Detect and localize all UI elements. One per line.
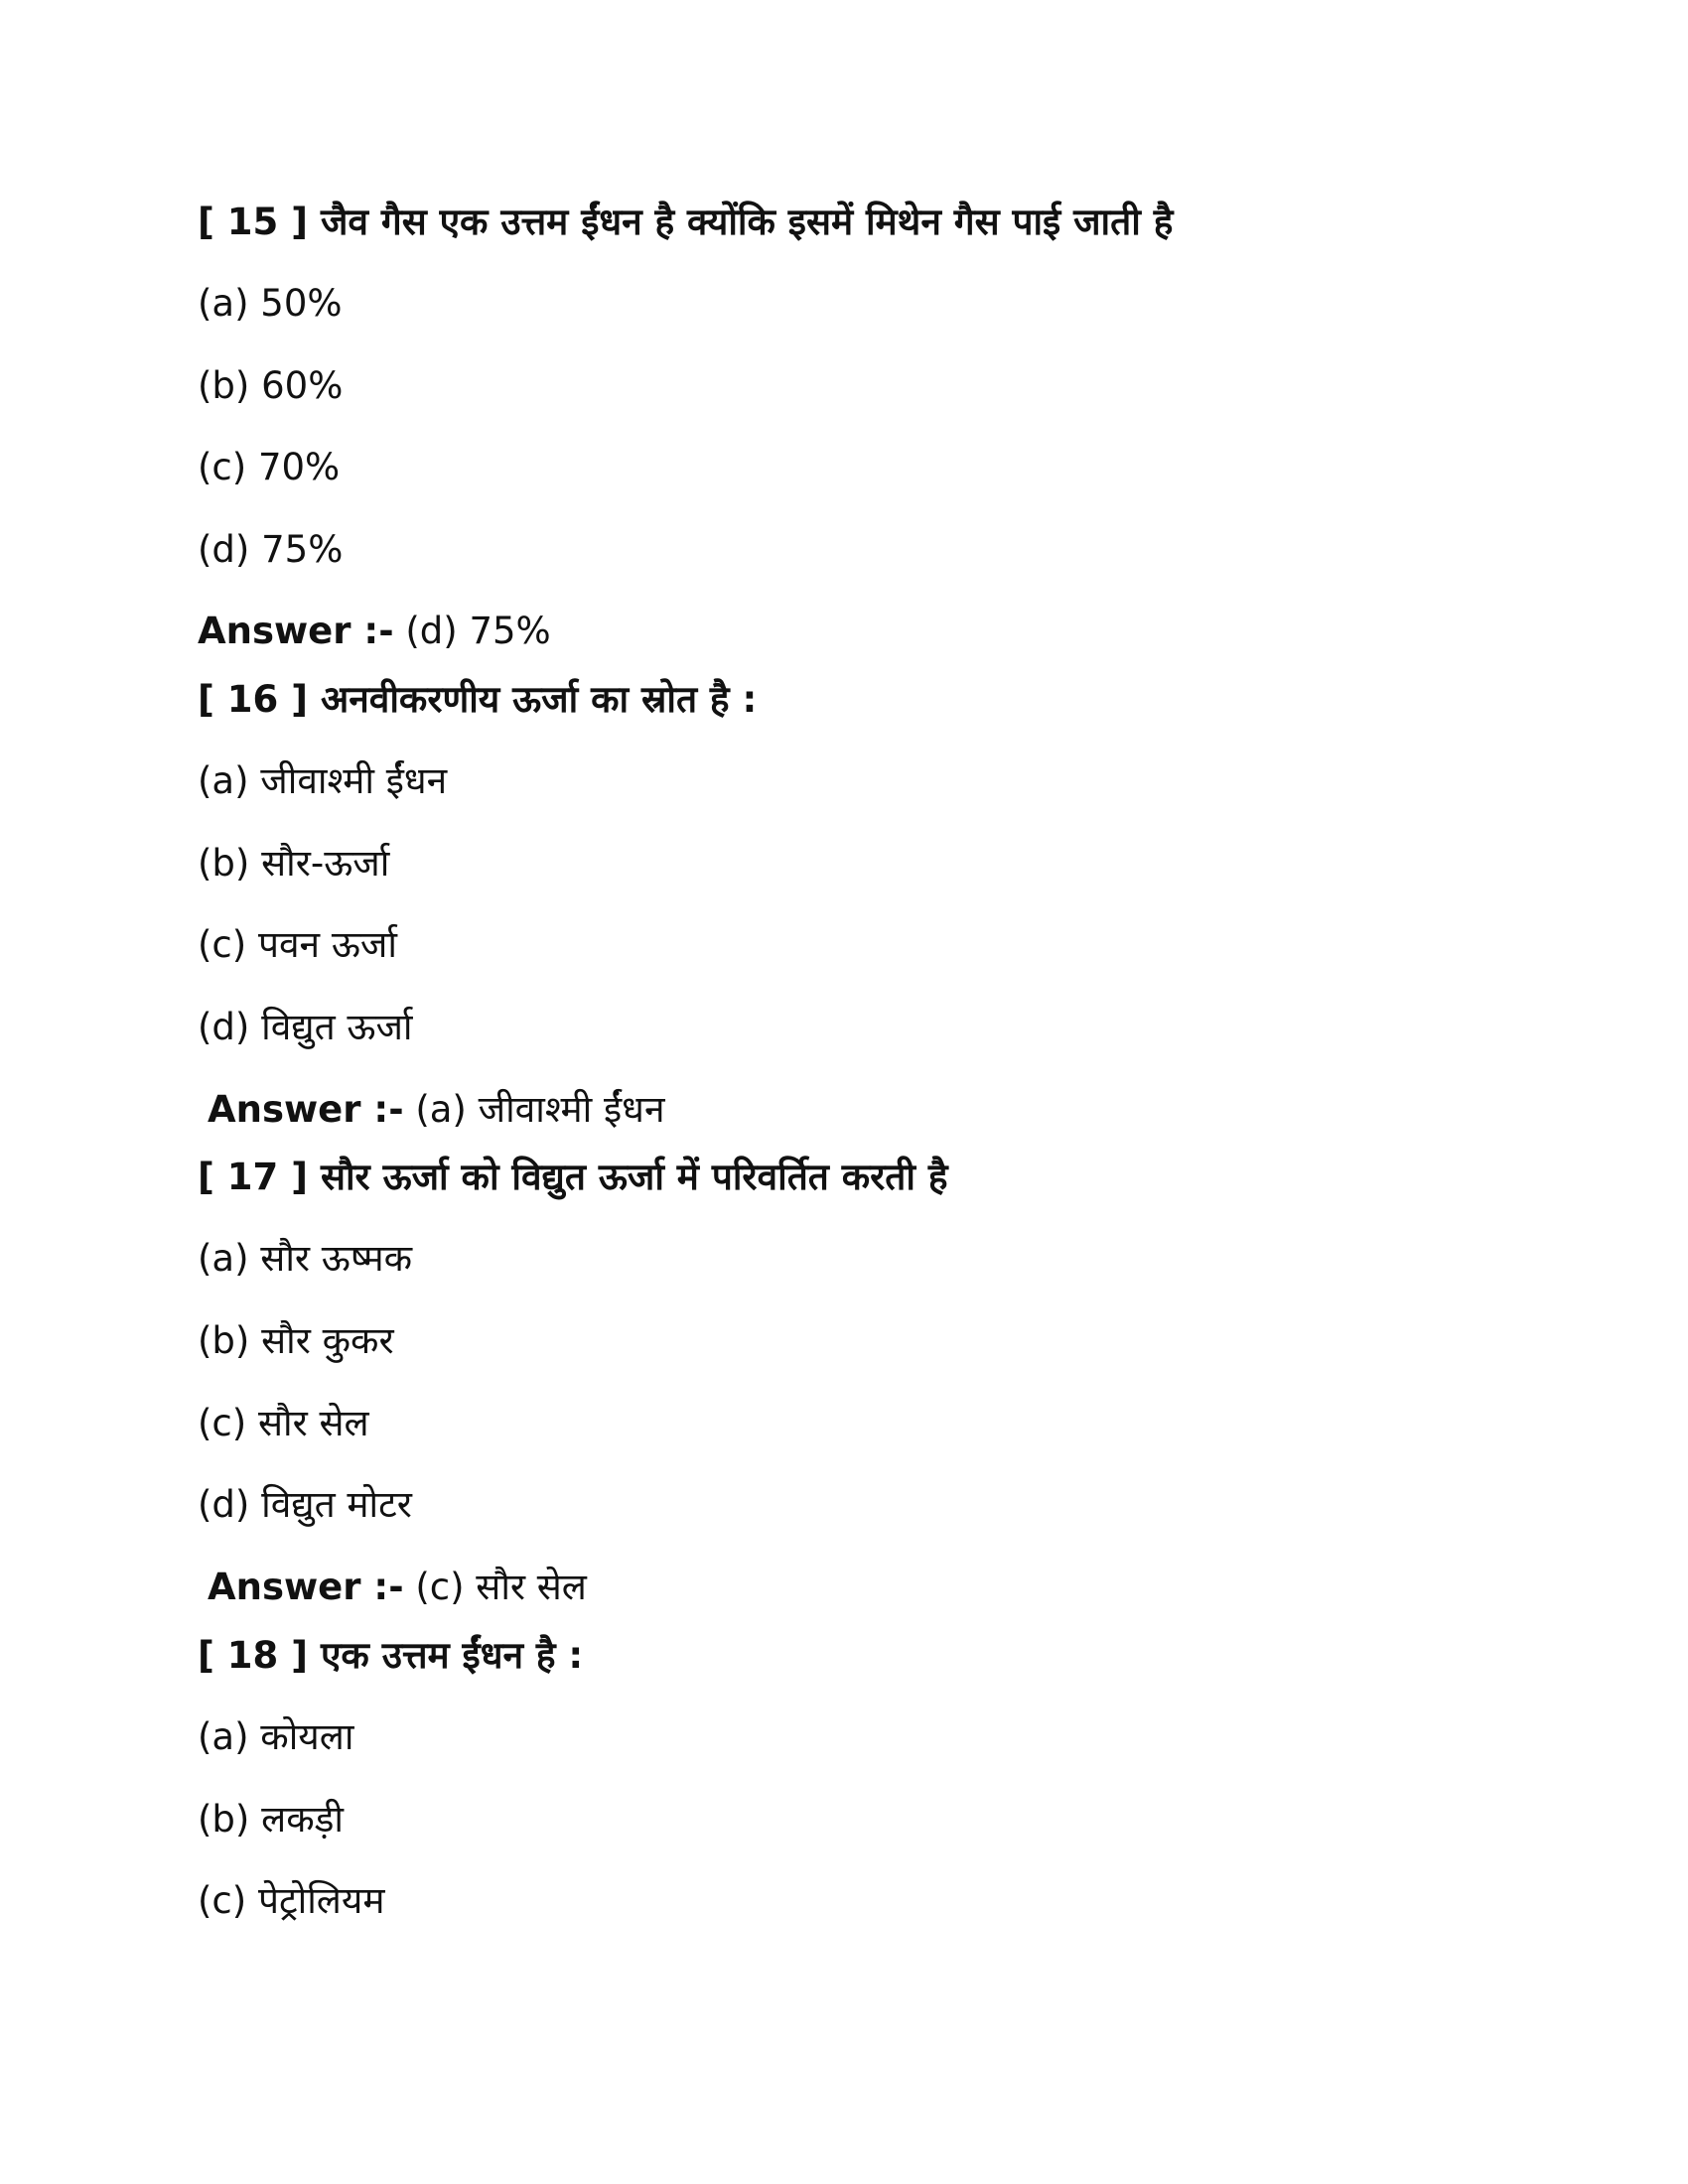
answer-label: Answer :- [198, 610, 394, 652]
question-15-option-a: (a) 50% [198, 282, 343, 325]
answer-label: Answer :- [208, 1566, 404, 1608]
answer-label: Answer :- [208, 1088, 404, 1131]
question-17-option-c: (c) सौर सेल [198, 1402, 369, 1444]
question-18-text: [ 18 ] एक उत्तम ईंधन है : [198, 1634, 584, 1677]
question-15-text: [ 15 ] जैव गैस एक उत्तम ईंधन है क्योंकि इसमें मिथेन गैस पाई जाती है [198, 201, 1174, 243]
question-16-option-d: (d) विद्युत ऊर्जा [198, 1006, 413, 1048]
question-17-text: [ 17 ] सौर ऊर्जा को विद्युत ऊर्जा में परिवर्तित करती है [198, 1156, 948, 1198]
question-17-answer [208, 1563, 587, 1612]
question-18-option-a: (a) कोयला [198, 1715, 354, 1758]
answer-value: (a) जीवाश्मी ईंधन [415, 1088, 665, 1131]
question-17-option-a: (a) सौर ऊष्मक [198, 1237, 413, 1280]
answer-value: (d) 75% [405, 610, 551, 652]
question-16-option-a: (a) जीवाश्मी ईंधन [198, 759, 448, 802]
question-16-option-b: (b) सौर-ऊर्जा [198, 842, 390, 885]
question-18-option-c: (c) पेट्रोलियम [198, 1879, 385, 1922]
question-15-option-d: (d) 75% [198, 528, 344, 571]
question-16-answer [208, 1085, 664, 1135]
question-16-text: [ 16 ] अनवीकरणीय ऊर्जा का स्रोत है : [198, 678, 758, 721]
question-17-option-d: (d) विद्युत मोटर [198, 1483, 412, 1526]
question-15-option-c: (c) 70% [198, 446, 341, 488]
question-17-option-b: (b) सौर कुकर [198, 1319, 394, 1362]
question-15-answer [198, 607, 551, 656]
answer-value: (c) सौर सेल [415, 1566, 587, 1608]
question-15-option-b: (b) 60% [198, 364, 344, 407]
question-16-option-c: (c) पवन ऊर्जा [198, 923, 397, 966]
question-18-option-b: (b) लकड़ी [198, 1798, 344, 1841]
